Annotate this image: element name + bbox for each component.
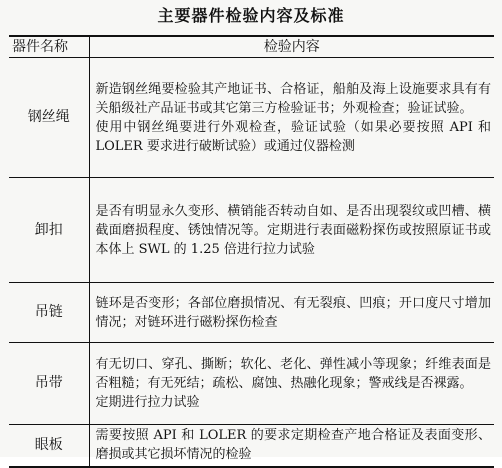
table-row-padeye (9, 425, 494, 467)
table-row-wire-rope (9, 58, 494, 178)
header-component-name: 器件名称 (9, 36, 89, 58)
content-paragraph: 使用中钢丝绳要进行外观检查，验证试验（如果必要按照 API 和 LOLER 要求进行破断试验）或通过仪器检测 (95, 119, 491, 154)
row-name: 钢丝绳 (9, 58, 89, 178)
content-paragraph: 定期进行拉力试验 (95, 395, 200, 410)
document-title: 主要器件检验内容及标准 (157, 6, 345, 25)
content-paragraph: 链环是否变形；各部位磨损情况、有无裂痕、凹痕；开口度尺寸增加情况；对链环进行磁粉探伤检查 (95, 295, 491, 330)
row-content (89, 283, 494, 343)
table-row-sling (9, 343, 494, 425)
content-paragraph: 是否有明显永久变形、横销能否转动自如、是否出现裂纹或凹槽、横截面磨损程度、锈蚀情况等。定期进行表面磁粉探伤或按照原证书或本体上 SWL 的 1.25 倍进行拉力试验 (95, 203, 491, 257)
table-row-chain (9, 283, 494, 343)
table-row-shackle (9, 178, 494, 283)
table-header-row (9, 36, 494, 58)
content-paragraph: 新造钢丝绳要检验其产地证书、合格证，船舶及海上设施要求具有有关船级社产品证书或其它第三方检验证书；外观检查；验证试验。 (95, 81, 491, 116)
inspection-table (9, 35, 494, 468)
content-paragraph: 有无切口、穿孔、撕断；软化、老化、弹性减小等现象；纤维表面是否粗糙；有无死结；疏松、腐蚀、热融化现象；警戒线是否裸露。 (95, 357, 491, 391)
row-name: 吊带 (9, 343, 89, 425)
row-name: 吊链 (9, 283, 89, 343)
row-content (89, 178, 494, 283)
header-inspection-content: 检验内容 (89, 36, 494, 58)
row-content (89, 425, 494, 467)
row-name: 眼板 (9, 425, 89, 467)
row-content (89, 343, 494, 425)
content-paragraph: 需要按照 API 和 LOLER 的要求定期检查产地合格证及表面变形、磨损或其它损坏情况的检验 (95, 428, 491, 463)
row-name: 卸扣 (9, 178, 89, 283)
row-content (89, 58, 494, 178)
